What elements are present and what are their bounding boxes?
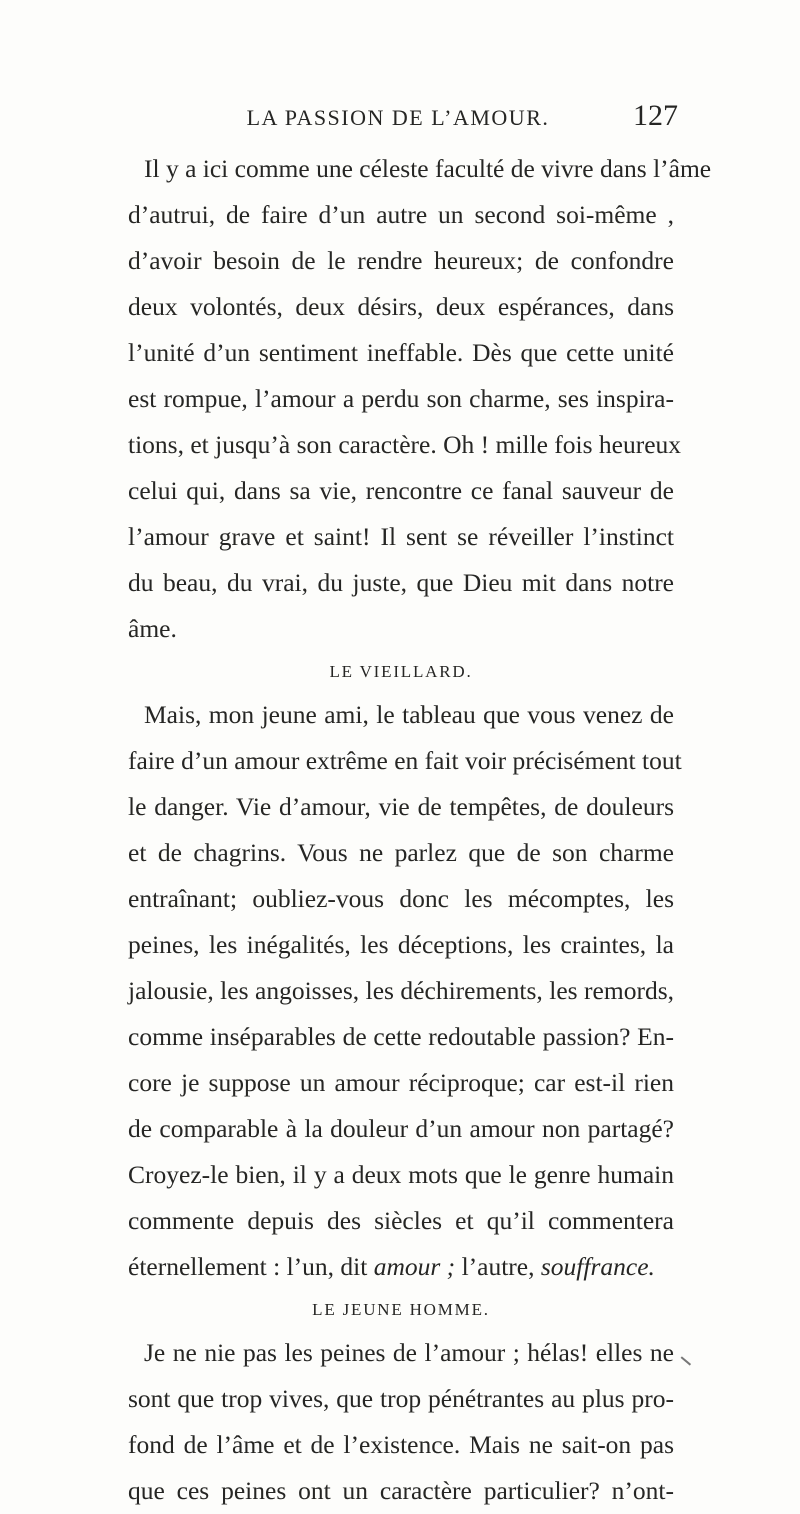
text-line: core je suppose un amour réciproque; car est-il rien — [128, 1068, 674, 1097]
text-line: commente depuis des siècles et qu’il commentera — [128, 1206, 674, 1235]
emphasis-amour: amour ; — [373, 1252, 456, 1281]
emphasis-souffrance: souffrance. — [540, 1252, 655, 1281]
text-line: jalousie, les angoisses, les déchirements, les remords, — [128, 976, 674, 1005]
text-line: d’avoir besoin de le rendre heureux; de confondre — [128, 246, 674, 275]
text-line: tions, et jusqu’à son caractère. Oh ! mille fois heureux — [128, 430, 682, 459]
text-line: est rompue, l’amour a perdu son charme, ses inspira- — [128, 384, 674, 413]
text-line: Croyez-le bien, il y a deux mots que le genre humain — [128, 1160, 674, 1189]
text-line: comme inséparables de cette redoutable passion? En- — [128, 1022, 674, 1051]
text-line: faire d’un amour extrême en fait voir précisément tout — [128, 746, 682, 775]
text-line: Je ne nie pas les peines de l’amour ; hélas! elles ne — [144, 1338, 674, 1367]
text-line: fond de l’âme et de l’existence. Mais ne sait-on pas — [128, 1430, 674, 1459]
text-line: le danger. Vie d’amour, vie de tempêtes, de douleurs — [128, 792, 674, 821]
speaker-label: LE JEUNE HOMME. — [312, 1300, 490, 1319]
text-run: éternellement : l’un, dit — [128, 1252, 374, 1281]
text-line: sont que trop vives, que trop pénétrantes au plus pro- — [128, 1384, 674, 1413]
text-line: d’autrui, de faire d’un autre un second soi-même , — [128, 200, 674, 229]
text-line: que ces peines ont un caractère particulier? n’ont- — [128, 1476, 674, 1505]
text-line: et de chagrins. Vous ne parlez que de son charme — [128, 838, 674, 867]
text-line: entraînant; oubliez-vous donc les mécomptes, les — [128, 884, 674, 913]
text-line: deux volontés, deux désirs, deux espérances, dans — [128, 292, 674, 321]
text-line: l’amour grave et saint! Il sent se réveiller l’instinct — [128, 522, 674, 551]
text-line: âme. — [128, 614, 177, 643]
speaker-label: LE VIEILLARD. — [329, 662, 473, 681]
text-run: l’autre, — [455, 1252, 541, 1281]
text-line — [128, 1244, 674, 1290]
body-text — [128, 146, 712, 1514]
page-number: 127 — [633, 99, 678, 132]
text-line: du beau, du vrai, du juste, que Dieu mit dans notre — [128, 568, 674, 597]
text-line: Mais, mon jeune ami, le tableau que vous venez de — [144, 700, 674, 729]
running-title: LA PASSION DE L’AMOUR. — [246, 105, 550, 130]
text-line: l’unité d’un sentiment ineffable. Dès que cette unité — [128, 338, 674, 367]
text-line: peines, les inégalités, les déceptions, les craintes, la — [128, 930, 674, 959]
page-header — [118, 100, 678, 136]
stray-mark — [681, 1356, 691, 1365]
text-line: de comparable à la douleur d’un amour non partagé? — [128, 1114, 674, 1143]
text-line: Il y a ici comme une céleste faculté de vivre dans l’âme — [144, 154, 712, 183]
text-line: celui qui, dans sa vie, rencontre ce fanal sauveur de — [128, 476, 674, 505]
